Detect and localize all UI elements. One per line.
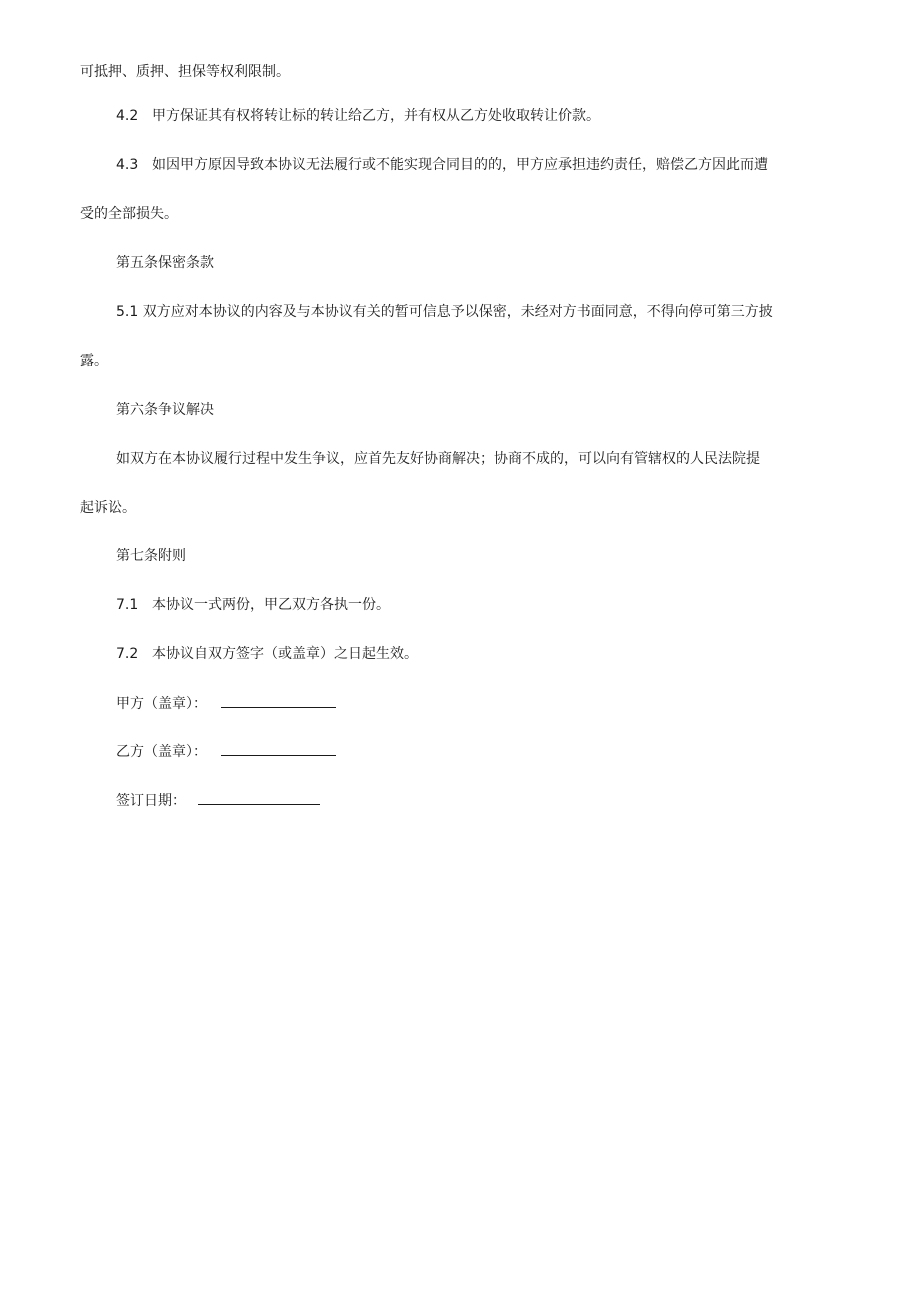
- clause-text: 起诉讼。: [80, 500, 136, 516]
- clause-4-3-line-2: [80, 204, 178, 224]
- article-heading: 第七条附则: [116, 548, 186, 564]
- signature-blank-line[interactable]: [221, 741, 336, 756]
- clause-5-1-line-1: [116, 302, 773, 322]
- article-heading: 第五条保密条款: [116, 255, 214, 271]
- signature-label: 甲方（盖章）：: [116, 696, 207, 712]
- clause-5-1-line-2: [80, 351, 108, 371]
- clause-number: 7.2: [116, 646, 139, 662]
- article-6-line-1: [116, 449, 760, 469]
- article-5-title: [116, 253, 214, 273]
- clause-text: 5.1 双方应对本协议的内容及与本协议有关的暂可信息予以保密，未经对方书面同意，不得向停可第三方披: [116, 304, 773, 320]
- article-7-title: [116, 546, 186, 566]
- clause-4-3-line-1: [116, 155, 768, 175]
- signature-date: [116, 790, 320, 811]
- signature-party-b: [116, 741, 336, 762]
- clause-text: 本协议自双方签字（或盖章）之日起生效。: [152, 646, 418, 662]
- clause-7-1: [116, 595, 390, 615]
- paragraph-text: 可抵押、质押、担保等权利限制。: [80, 64, 290, 80]
- article-heading: 第六条争议解决: [116, 402, 214, 418]
- clause-number: 4.2: [116, 108, 139, 124]
- signature-label: 乙方（盖章）：: [116, 744, 207, 760]
- clause-number: 4.3: [116, 157, 139, 173]
- clause-text: 本协议一式两份，甲乙双方各执一份。: [152, 597, 390, 613]
- clause-4-2: [116, 106, 600, 126]
- article-6-title: [116, 400, 214, 420]
- clause-text: 如双方在本协议履行过程中发生争议，应首先友好协商解决；协商不成的，可以向有管辖权的人民法院提: [116, 451, 760, 467]
- signature-blank-line[interactable]: [221, 693, 336, 708]
- clause-text: 甲方保证其有权将转让标的转让给乙方，并有权从乙方处收取转让价款。: [152, 108, 600, 124]
- clause-number: 7.1: [116, 597, 139, 613]
- clause-text: 受的全部损失。: [80, 206, 178, 222]
- paragraph-continuation: [80, 62, 290, 82]
- date-blank-line[interactable]: [198, 790, 320, 805]
- signature-party-a: [116, 693, 336, 714]
- date-label: 签订日期：: [116, 793, 186, 809]
- clause-text: 如因甲方原因导致本协议无法履行或不能实现合同目的的，甲方应承担违约责任，赔偿乙方因此而遭: [152, 157, 768, 173]
- clause-text: 露。: [80, 353, 108, 369]
- article-6-line-2: [80, 498, 136, 518]
- clause-7-2: [116, 644, 418, 664]
